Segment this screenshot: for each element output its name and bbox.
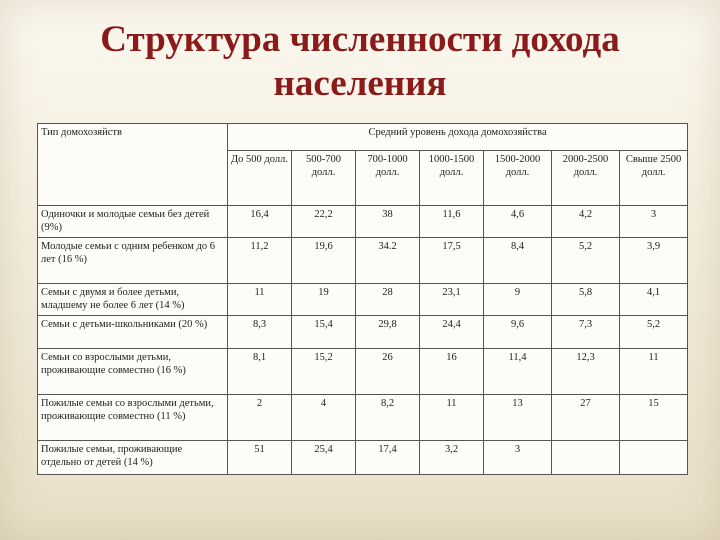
title-line-2: населения <box>273 63 447 104</box>
column-header: 1500-2000 долл. <box>484 151 552 206</box>
table-cell: 15,2 <box>292 349 356 395</box>
table-cell: 2 <box>228 395 292 441</box>
average-income-header: Средний уровень дохода домохозяйства <box>228 124 688 151</box>
table-row <box>38 284 688 316</box>
table-row <box>38 395 688 441</box>
column-header: 700-1000 долл. <box>356 151 420 206</box>
table-cell: 5,2 <box>620 316 688 349</box>
table-cell: 3 <box>620 206 688 238</box>
table-cell: 17,5 <box>420 238 484 284</box>
table-row <box>38 206 688 238</box>
row-label: Семьи со взрослыми детьми, проживающие совместно (16 %) <box>38 349 228 395</box>
table-cell: 16,4 <box>228 206 292 238</box>
table-cell: 28 <box>356 284 420 316</box>
table-cell: 5,8 <box>552 284 620 316</box>
table-cell: 8,2 <box>356 395 420 441</box>
table-cell: 11,4 <box>484 349 552 395</box>
table-cell: 22,2 <box>292 206 356 238</box>
table-cell: 16 <box>420 349 484 395</box>
table-cell: 8,1 <box>228 349 292 395</box>
household-type-header: Тип домохозяйств <box>38 124 228 206</box>
table-cell: 19 <box>292 284 356 316</box>
column-header: Свыше 2500 долл. <box>620 151 688 206</box>
title-line-1: Структура численности дохода <box>100 19 620 60</box>
table-cell: 15,4 <box>292 316 356 349</box>
table-cell: 23,1 <box>420 284 484 316</box>
table-cell: 13 <box>484 395 552 441</box>
row-label: Пожилые семьи со взрослыми детьми, проживающие совместно (11 %) <box>38 395 228 441</box>
income-structure-table <box>37 123 688 475</box>
table-row <box>38 349 688 395</box>
table-cell: 19,6 <box>292 238 356 284</box>
slide-title <box>20 18 700 106</box>
table-cell: 3,2 <box>420 441 484 475</box>
row-label: Одиночки и молодые семьи без детей (9%) <box>38 206 228 238</box>
table-cell: 4,6 <box>484 206 552 238</box>
table-cell: 7,3 <box>552 316 620 349</box>
column-header: 500-700 долл. <box>292 151 356 206</box>
column-header: До 500 долл. <box>228 151 292 206</box>
table-row <box>38 316 688 349</box>
table-cell: 9 <box>484 284 552 316</box>
table-cell <box>620 441 688 475</box>
table-cell: 11,6 <box>420 206 484 238</box>
table-cell: 4,2 <box>552 206 620 238</box>
table-cell: 4 <box>292 395 356 441</box>
table-cell: 11,2 <box>228 238 292 284</box>
table-cell <box>552 441 620 475</box>
table-cell: 11 <box>420 395 484 441</box>
table-cell: 11 <box>228 284 292 316</box>
table-header-row <box>38 124 688 151</box>
table-cell: 9,6 <box>484 316 552 349</box>
table-cell: 25,4 <box>292 441 356 475</box>
table-cell: 24,4 <box>420 316 484 349</box>
row-label: Семьи с двумя и более детьми, младшему не более 6 лет (14 %) <box>38 284 228 316</box>
table-cell: 3 <box>484 441 552 475</box>
table-cell: 27 <box>552 395 620 441</box>
table-cell: 8,3 <box>228 316 292 349</box>
table-row <box>38 238 688 284</box>
table-cell: 11 <box>620 349 688 395</box>
table-cell: 8,4 <box>484 238 552 284</box>
column-header: 2000-2500 долл. <box>552 151 620 206</box>
table-cell: 51 <box>228 441 292 475</box>
table-cell: 3,9 <box>620 238 688 284</box>
table-cell: 15 <box>620 395 688 441</box>
row-label: Молодые семьи с одним ребенком до 6 лет (16 %) <box>38 238 228 284</box>
table-cell: 26 <box>356 349 420 395</box>
table-cell: 17,4 <box>356 441 420 475</box>
table-cell: 38 <box>356 206 420 238</box>
table-cell: 34.2 <box>356 238 420 284</box>
table-cell: 29,8 <box>356 316 420 349</box>
table-cell: 5,2 <box>552 238 620 284</box>
table-cell: 12,3 <box>552 349 620 395</box>
table-cell: 4,1 <box>620 284 688 316</box>
table-row <box>38 441 688 475</box>
row-label: Семьи с детьми-школьниками (20 %) <box>38 316 228 349</box>
row-label: Пожилые семьи, проживающие отдельно от детей (14 %) <box>38 441 228 475</box>
column-header: 1000-1500 долл. <box>420 151 484 206</box>
